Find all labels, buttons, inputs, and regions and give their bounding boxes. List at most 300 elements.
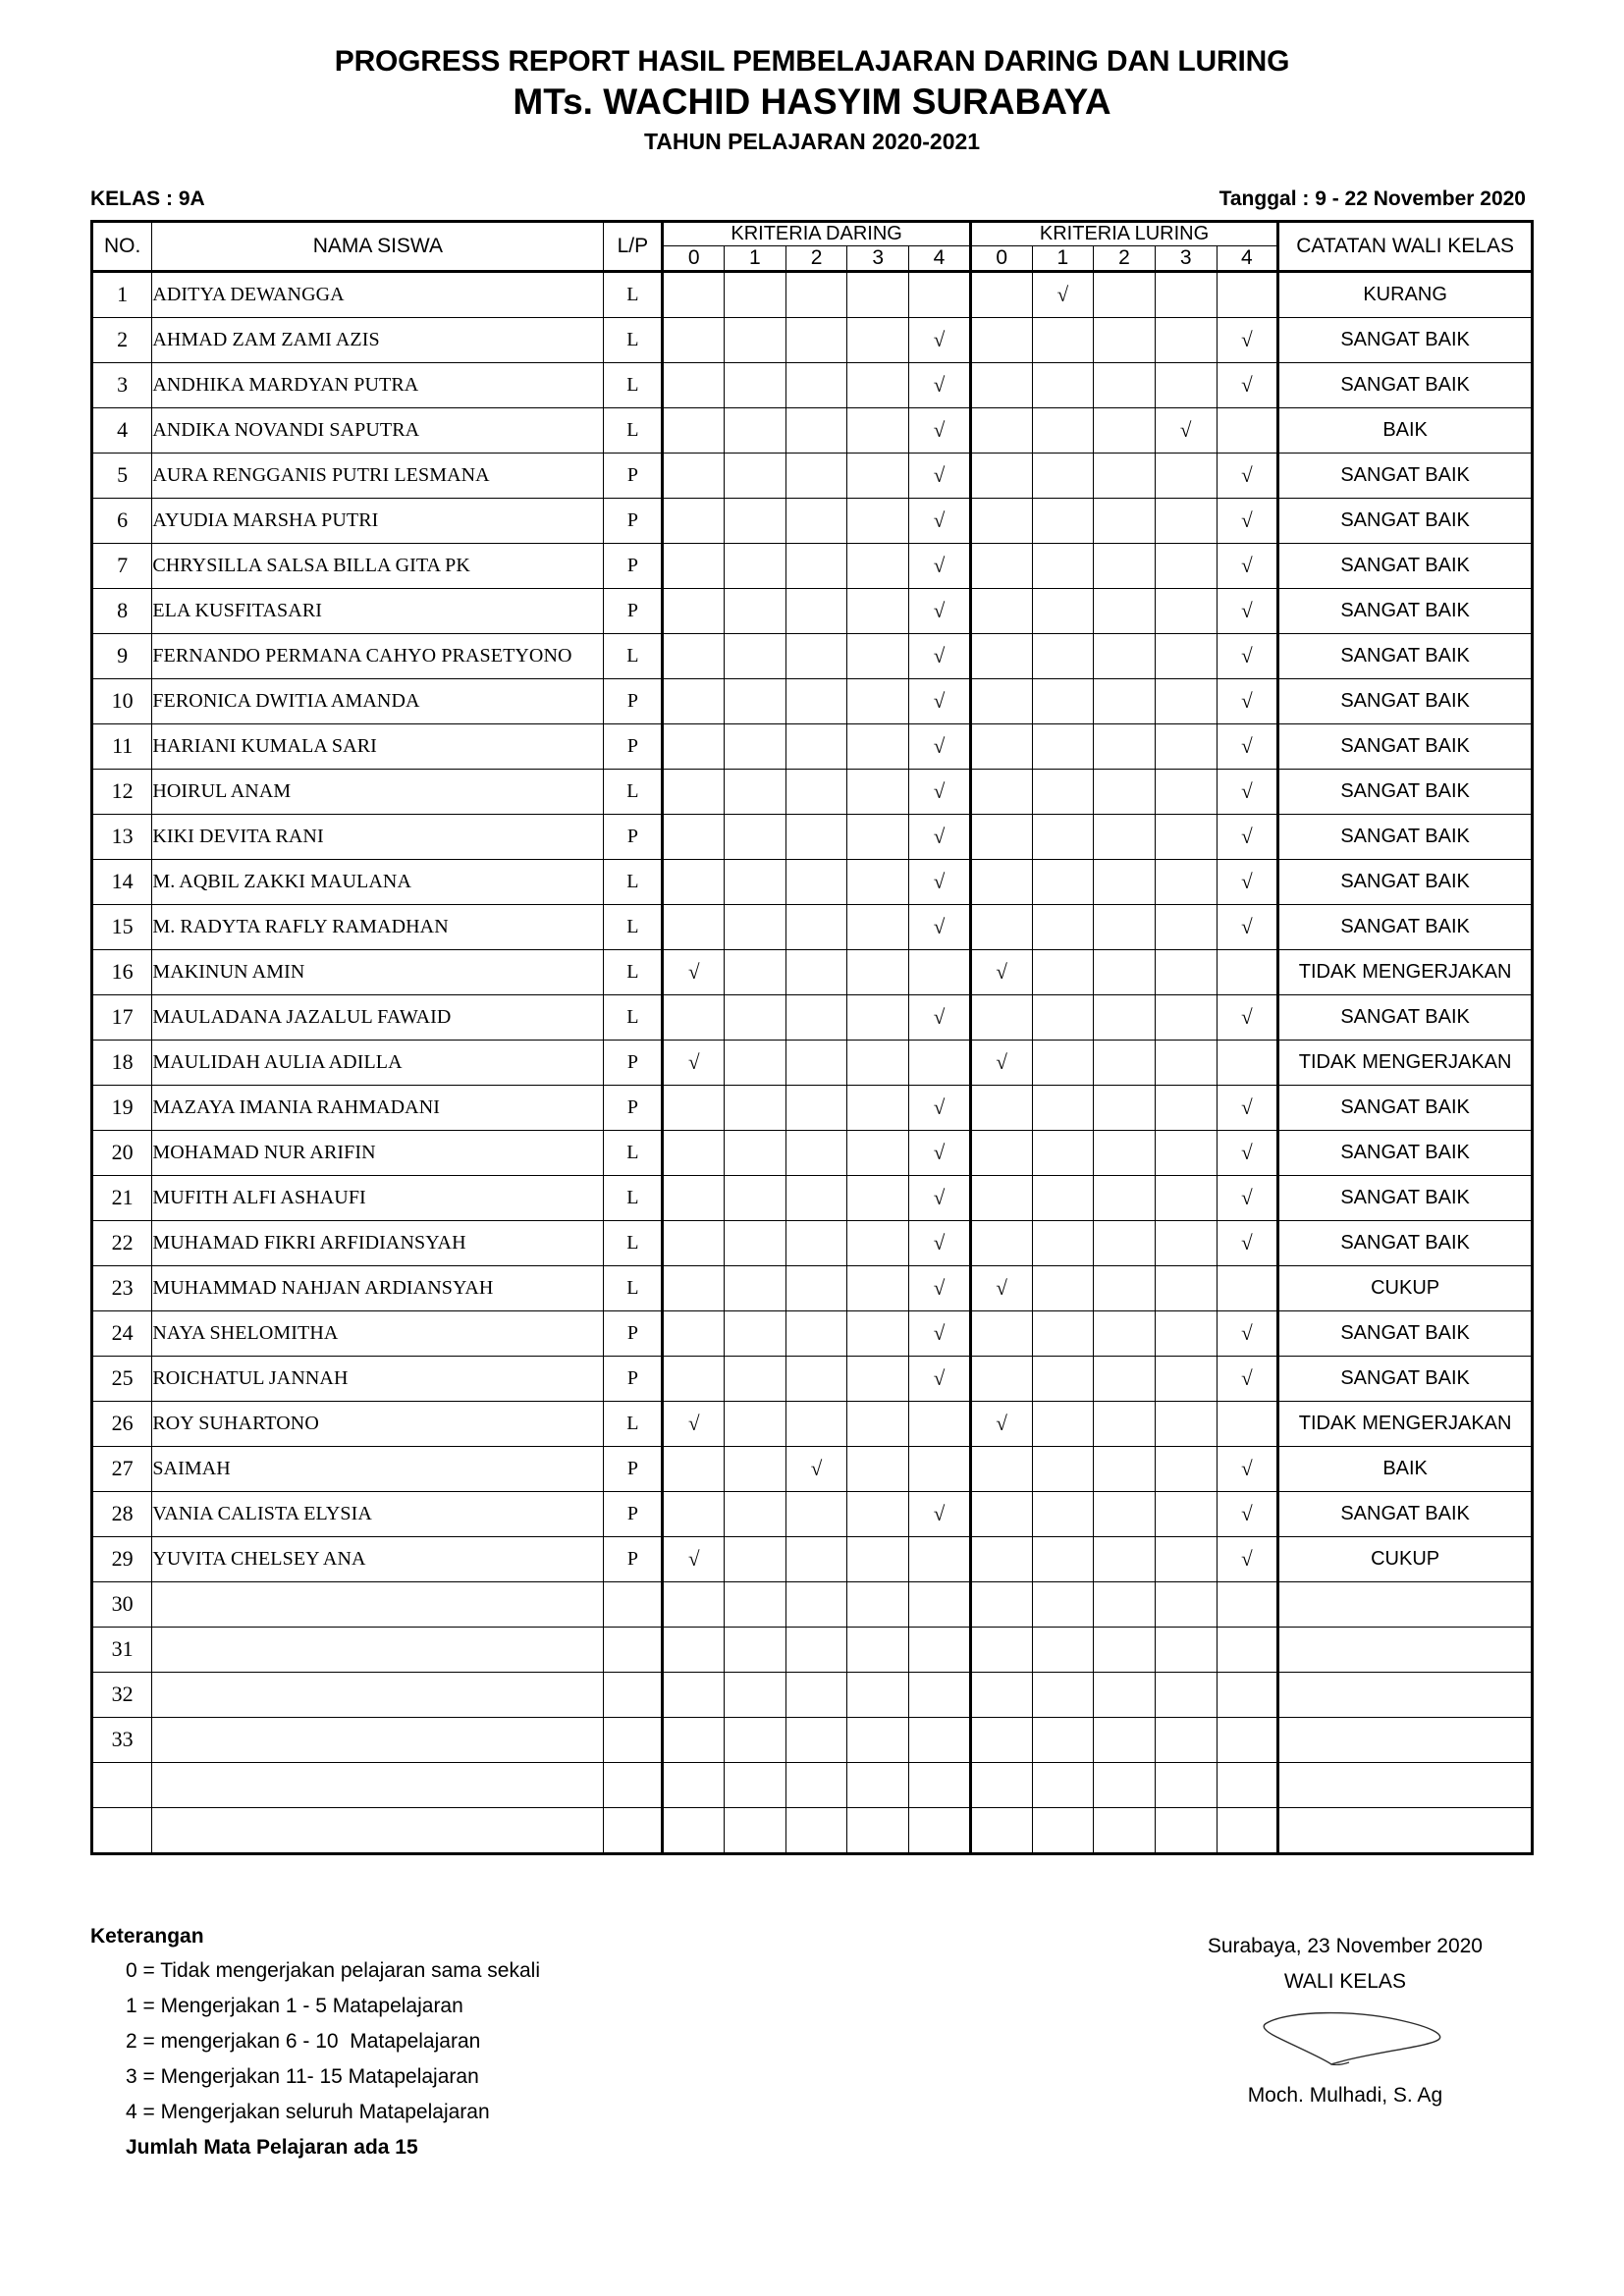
cell-daring-1[interactable] — [725, 588, 786, 633]
cell-daring-0[interactable] — [663, 1175, 725, 1220]
cell-daring-0[interactable] — [663, 453, 725, 498]
cell-luring-3[interactable] — [1155, 1807, 1217, 1853]
cell-luring-3[interactable] — [1155, 678, 1217, 723]
cell-daring-3[interactable] — [847, 904, 909, 949]
cell-luring-4[interactable]: √ — [1217, 317, 1278, 362]
cell-daring-0[interactable] — [663, 769, 725, 814]
cell-luring-0[interactable] — [970, 1627, 1032, 1672]
table-row[interactable] — [92, 1627, 1533, 1672]
cell-daring-0[interactable] — [663, 994, 725, 1040]
cell-luring-3[interactable] — [1155, 1040, 1217, 1085]
cell-daring-1[interactable] — [725, 1265, 786, 1310]
cell-luring-3[interactable] — [1155, 362, 1217, 407]
cell-luring-2[interactable] — [1094, 678, 1156, 723]
cell-daring-2[interactable] — [785, 543, 847, 588]
cell-luring-1[interactable] — [1032, 1401, 1094, 1446]
cell-daring-1[interactable] — [725, 543, 786, 588]
cell-luring-0[interactable] — [970, 1175, 1032, 1220]
cell-luring-4[interactable] — [1217, 1265, 1278, 1310]
cell-luring-2[interactable] — [1094, 453, 1156, 498]
cell-luring-2[interactable] — [1094, 1356, 1156, 1401]
cell-luring-4[interactable]: √ — [1217, 678, 1278, 723]
cell-luring-3[interactable] — [1155, 769, 1217, 814]
table-row[interactable] — [92, 814, 1533, 859]
cell-daring-2[interactable] — [785, 271, 847, 317]
cell-luring-4[interactable]: √ — [1217, 1536, 1278, 1581]
cell-luring-4[interactable] — [1217, 1401, 1278, 1446]
table-row[interactable] — [92, 1130, 1533, 1175]
cell-daring-2[interactable] — [785, 317, 847, 362]
cell-daring-4[interactable]: √ — [909, 407, 971, 453]
cell-luring-3[interactable] — [1155, 994, 1217, 1040]
cell-daring-0[interactable] — [663, 1220, 725, 1265]
cell-daring-1[interactable] — [725, 362, 786, 407]
cell-luring-4[interactable] — [1217, 1717, 1278, 1762]
cell-luring-1[interactable] — [1032, 723, 1094, 769]
cell-daring-0[interactable] — [663, 407, 725, 453]
cell-daring-2[interactable] — [785, 498, 847, 543]
cell-luring-4[interactable] — [1217, 1581, 1278, 1627]
cell-luring-2[interactable] — [1094, 1627, 1156, 1672]
cell-luring-0[interactable] — [970, 271, 1032, 317]
cell-luring-4[interactable] — [1217, 407, 1278, 453]
cell-daring-0[interactable] — [663, 588, 725, 633]
cell-daring-0[interactable] — [663, 362, 725, 407]
cell-luring-3[interactable] — [1155, 1401, 1217, 1446]
cell-daring-4[interactable] — [909, 1672, 971, 1717]
table-row[interactable] — [92, 1040, 1533, 1085]
cell-luring-3[interactable] — [1155, 1085, 1217, 1130]
cell-luring-2[interactable] — [1094, 271, 1156, 317]
cell-luring-3[interactable] — [1155, 904, 1217, 949]
cell-luring-3[interactable] — [1155, 498, 1217, 543]
cell-daring-2[interactable] — [785, 904, 847, 949]
cell-luring-0[interactable] — [970, 1491, 1032, 1536]
cell-luring-2[interactable] — [1094, 1401, 1156, 1446]
cell-luring-1[interactable] — [1032, 1672, 1094, 1717]
cell-luring-1[interactable] — [1032, 678, 1094, 723]
cell-luring-4[interactable]: √ — [1217, 994, 1278, 1040]
cell-luring-0[interactable] — [970, 723, 1032, 769]
cell-luring-0[interactable] — [970, 1356, 1032, 1401]
cell-daring-4[interactable]: √ — [909, 588, 971, 633]
cell-luring-4[interactable] — [1217, 1807, 1278, 1853]
cell-luring-0[interactable] — [970, 994, 1032, 1040]
cell-luring-3[interactable] — [1155, 859, 1217, 904]
cell-daring-1[interactable] — [725, 1807, 786, 1853]
cell-luring-0[interactable] — [970, 633, 1032, 678]
cell-daring-2[interactable] — [785, 1401, 847, 1446]
cell-daring-2[interactable] — [785, 949, 847, 994]
cell-daring-4[interactable]: √ — [909, 678, 971, 723]
cell-daring-2[interactable] — [785, 1581, 847, 1627]
cell-luring-0[interactable] — [970, 407, 1032, 453]
cell-daring-3[interactable] — [847, 453, 909, 498]
cell-daring-2[interactable] — [785, 859, 847, 904]
cell-daring-3[interactable] — [847, 1175, 909, 1220]
table-row[interactable] — [92, 1310, 1533, 1356]
cell-daring-3[interactable] — [847, 588, 909, 633]
table-row[interactable] — [92, 453, 1533, 498]
cell-daring-2[interactable] — [785, 1717, 847, 1762]
cell-daring-3[interactable] — [847, 1491, 909, 1536]
cell-luring-1[interactable] — [1032, 1536, 1094, 1581]
cell-daring-0[interactable] — [663, 678, 725, 723]
cell-daring-2[interactable] — [785, 633, 847, 678]
cell-daring-4[interactable]: √ — [909, 633, 971, 678]
cell-daring-3[interactable] — [847, 678, 909, 723]
cell-daring-4[interactable]: √ — [909, 543, 971, 588]
cell-daring-1[interactable] — [725, 317, 786, 362]
cell-daring-3[interactable] — [847, 994, 909, 1040]
cell-luring-0[interactable] — [970, 859, 1032, 904]
cell-luring-0[interactable] — [970, 1762, 1032, 1807]
cell-daring-1[interactable] — [725, 1717, 786, 1762]
cell-luring-0[interactable] — [970, 1220, 1032, 1265]
cell-daring-0[interactable] — [663, 1627, 725, 1672]
cell-luring-1[interactable] — [1032, 317, 1094, 362]
cell-daring-1[interactable] — [725, 1446, 786, 1491]
cell-daring-3[interactable] — [847, 1310, 909, 1356]
cell-daring-4[interactable]: √ — [909, 317, 971, 362]
cell-daring-1[interactable] — [725, 1491, 786, 1536]
table-row[interactable] — [92, 317, 1533, 362]
cell-luring-2[interactable] — [1094, 994, 1156, 1040]
cell-luring-2[interactable] — [1094, 1491, 1156, 1536]
cell-luring-3[interactable] — [1155, 633, 1217, 678]
cell-luring-2[interactable] — [1094, 814, 1156, 859]
cell-daring-1[interactable] — [725, 498, 786, 543]
table-row[interactable] — [92, 1265, 1533, 1310]
cell-luring-1[interactable] — [1032, 588, 1094, 633]
cell-luring-1[interactable] — [1032, 1130, 1094, 1175]
cell-luring-0[interactable] — [970, 453, 1032, 498]
cell-luring-1[interactable] — [1032, 1356, 1094, 1401]
cell-daring-2[interactable] — [785, 1175, 847, 1220]
cell-luring-0[interactable] — [970, 1581, 1032, 1627]
cell-luring-4[interactable]: √ — [1217, 362, 1278, 407]
cell-luring-3[interactable] — [1155, 949, 1217, 994]
cell-luring-4[interactable]: √ — [1217, 1310, 1278, 1356]
cell-luring-3[interactable] — [1155, 1130, 1217, 1175]
cell-luring-4[interactable]: √ — [1217, 498, 1278, 543]
cell-daring-3[interactable] — [847, 1040, 909, 1085]
cell-daring-1[interactable] — [725, 1762, 786, 1807]
cell-luring-2[interactable] — [1094, 949, 1156, 994]
cell-luring-2[interactable] — [1094, 1536, 1156, 1581]
cell-luring-1[interactable] — [1032, 1581, 1094, 1627]
cell-daring-1[interactable] — [725, 1627, 786, 1672]
cell-daring-0[interactable] — [663, 723, 725, 769]
cell-luring-4[interactable]: √ — [1217, 1175, 1278, 1220]
cell-luring-1[interactable] — [1032, 1717, 1094, 1762]
cell-daring-1[interactable] — [725, 1672, 786, 1717]
cell-luring-4[interactable] — [1217, 949, 1278, 994]
cell-daring-4[interactable]: √ — [909, 1310, 971, 1356]
cell-luring-3[interactable] — [1155, 1581, 1217, 1627]
cell-luring-0[interactable]: √ — [970, 1401, 1032, 1446]
cell-daring-3[interactable] — [847, 1401, 909, 1446]
cell-daring-0[interactable] — [663, 1085, 725, 1130]
cell-luring-2[interactable] — [1094, 1175, 1156, 1220]
cell-daring-2[interactable] — [785, 1220, 847, 1265]
cell-daring-0[interactable]: √ — [663, 1040, 725, 1085]
cell-daring-0[interactable] — [663, 1265, 725, 1310]
cell-luring-3[interactable] — [1155, 453, 1217, 498]
cell-luring-0[interactable] — [970, 588, 1032, 633]
cell-luring-3[interactable] — [1155, 1672, 1217, 1717]
cell-daring-3[interactable] — [847, 1581, 909, 1627]
cell-daring-3[interactable] — [847, 407, 909, 453]
cell-daring-3[interactable] — [847, 723, 909, 769]
cell-luring-0[interactable] — [970, 1536, 1032, 1581]
cell-daring-4[interactable]: √ — [909, 1175, 971, 1220]
cell-luring-0[interactable] — [970, 543, 1032, 588]
cell-daring-0[interactable] — [663, 1717, 725, 1762]
cell-luring-2[interactable] — [1094, 769, 1156, 814]
cell-luring-3[interactable] — [1155, 1175, 1217, 1220]
cell-daring-4[interactable]: √ — [909, 1085, 971, 1130]
cell-luring-3[interactable] — [1155, 723, 1217, 769]
cell-daring-0[interactable] — [663, 633, 725, 678]
cell-luring-2[interactable] — [1094, 1672, 1156, 1717]
table-row[interactable] — [92, 1762, 1533, 1807]
cell-daring-3[interactable] — [847, 1446, 909, 1491]
cell-luring-4[interactable]: √ — [1217, 814, 1278, 859]
cell-luring-1[interactable] — [1032, 1040, 1094, 1085]
cell-luring-2[interactable] — [1094, 1310, 1156, 1356]
cell-daring-0[interactable] — [663, 904, 725, 949]
cell-daring-3[interactable] — [847, 1085, 909, 1130]
table-row[interactable] — [92, 1807, 1533, 1853]
cell-daring-4[interactable]: √ — [909, 859, 971, 904]
cell-daring-4[interactable] — [909, 1446, 971, 1491]
cell-daring-3[interactable] — [847, 1265, 909, 1310]
cell-luring-1[interactable] — [1032, 814, 1094, 859]
table-row[interactable] — [92, 859, 1533, 904]
cell-luring-0[interactable] — [970, 769, 1032, 814]
table-row[interactable] — [92, 633, 1533, 678]
cell-luring-2[interactable] — [1094, 317, 1156, 362]
cell-daring-4[interactable] — [909, 1807, 971, 1853]
cell-luring-0[interactable] — [970, 814, 1032, 859]
cell-daring-3[interactable] — [847, 543, 909, 588]
cell-daring-1[interactable] — [725, 1536, 786, 1581]
cell-daring-3[interactable] — [847, 1130, 909, 1175]
cell-luring-2[interactable] — [1094, 723, 1156, 769]
cell-luring-3[interactable] — [1155, 1310, 1217, 1356]
cell-daring-4[interactable]: √ — [909, 1491, 971, 1536]
cell-daring-3[interactable] — [847, 769, 909, 814]
cell-daring-2[interactable] — [785, 1130, 847, 1175]
table-row[interactable] — [92, 904, 1533, 949]
table-row[interactable] — [92, 1717, 1533, 1762]
cell-luring-4[interactable]: √ — [1217, 453, 1278, 498]
cell-luring-0[interactable] — [970, 362, 1032, 407]
table-row[interactable] — [92, 949, 1533, 994]
cell-daring-1[interactable] — [725, 633, 786, 678]
cell-daring-3[interactable] — [847, 1356, 909, 1401]
table-row[interactable] — [92, 1581, 1533, 1627]
cell-luring-0[interactable] — [970, 1310, 1032, 1356]
table-row[interactable] — [92, 1175, 1533, 1220]
cell-daring-2[interactable] — [785, 1536, 847, 1581]
cell-daring-0[interactable] — [663, 271, 725, 317]
cell-daring-0[interactable] — [663, 1672, 725, 1717]
cell-daring-1[interactable] — [725, 1175, 786, 1220]
cell-luring-1[interactable] — [1032, 498, 1094, 543]
cell-daring-1[interactable] — [725, 994, 786, 1040]
cell-daring-0[interactable] — [663, 1130, 725, 1175]
cell-luring-3[interactable] — [1155, 1446, 1217, 1491]
cell-daring-0[interactable] — [663, 1491, 725, 1536]
cell-daring-4[interactable]: √ — [909, 1265, 971, 1310]
cell-luring-2[interactable] — [1094, 1446, 1156, 1491]
cell-daring-0[interactable] — [663, 1446, 725, 1491]
cell-luring-0[interactable] — [970, 317, 1032, 362]
cell-daring-4[interactable] — [909, 1040, 971, 1085]
cell-luring-1[interactable] — [1032, 1627, 1094, 1672]
cell-daring-3[interactable] — [847, 859, 909, 904]
cell-daring-4[interactable]: √ — [909, 1220, 971, 1265]
cell-luring-0[interactable] — [970, 1130, 1032, 1175]
cell-luring-2[interactable] — [1094, 588, 1156, 633]
cell-luring-2[interactable] — [1094, 633, 1156, 678]
cell-luring-2[interactable] — [1094, 362, 1156, 407]
table-row[interactable] — [92, 769, 1533, 814]
cell-luring-4[interactable]: √ — [1217, 1220, 1278, 1265]
table-row[interactable] — [92, 498, 1533, 543]
cell-daring-4[interactable] — [909, 949, 971, 994]
cell-luring-0[interactable]: √ — [970, 1040, 1032, 1085]
cell-daring-1[interactable] — [725, 453, 786, 498]
table-row[interactable] — [92, 723, 1533, 769]
cell-luring-1[interactable] — [1032, 1762, 1094, 1807]
cell-luring-4[interactable]: √ — [1217, 769, 1278, 814]
cell-luring-4[interactable]: √ — [1217, 588, 1278, 633]
cell-daring-2[interactable] — [785, 1040, 847, 1085]
cell-luring-1[interactable] — [1032, 904, 1094, 949]
cell-luring-4[interactable] — [1217, 1672, 1278, 1717]
cell-daring-4[interactable]: √ — [909, 769, 971, 814]
table-row[interactable] — [92, 1536, 1533, 1581]
cell-luring-1[interactable] — [1032, 362, 1094, 407]
cell-daring-3[interactable] — [847, 949, 909, 994]
cell-luring-1[interactable] — [1032, 1446, 1094, 1491]
cell-luring-3[interactable] — [1155, 1762, 1217, 1807]
cell-luring-0[interactable] — [970, 1717, 1032, 1762]
table-row[interactable] — [92, 407, 1533, 453]
cell-luring-0[interactable] — [970, 498, 1032, 543]
cell-daring-2[interactable] — [785, 994, 847, 1040]
cell-daring-4[interactable]: √ — [909, 362, 971, 407]
cell-daring-3[interactable] — [847, 271, 909, 317]
cell-daring-4[interactable] — [909, 271, 971, 317]
cell-daring-2[interactable] — [785, 362, 847, 407]
cell-daring-0[interactable]: √ — [663, 949, 725, 994]
cell-daring-1[interactable] — [725, 723, 786, 769]
cell-daring-3[interactable] — [847, 814, 909, 859]
cell-daring-3[interactable] — [847, 1220, 909, 1265]
cell-luring-4[interactable] — [1217, 271, 1278, 317]
cell-luring-4[interactable]: √ — [1217, 1085, 1278, 1130]
cell-luring-0[interactable]: √ — [970, 949, 1032, 994]
cell-luring-1[interactable] — [1032, 859, 1094, 904]
cell-daring-0[interactable] — [663, 543, 725, 588]
table-row[interactable] — [92, 994, 1533, 1040]
cell-daring-1[interactable] — [725, 1130, 786, 1175]
cell-luring-4[interactable]: √ — [1217, 904, 1278, 949]
cell-daring-1[interactable] — [725, 1040, 786, 1085]
cell-luring-1[interactable] — [1032, 1491, 1094, 1536]
cell-luring-3[interactable] — [1155, 1356, 1217, 1401]
cell-luring-0[interactable] — [970, 904, 1032, 949]
cell-daring-1[interactable] — [725, 904, 786, 949]
cell-daring-3[interactable] — [847, 498, 909, 543]
cell-luring-2[interactable] — [1094, 407, 1156, 453]
cell-daring-1[interactable] — [725, 949, 786, 994]
cell-luring-1[interactable] — [1032, 543, 1094, 588]
table-row[interactable] — [92, 1446, 1533, 1491]
cell-luring-4[interactable]: √ — [1217, 1491, 1278, 1536]
cell-luring-4[interactable]: √ — [1217, 1446, 1278, 1491]
cell-luring-2[interactable] — [1094, 1040, 1156, 1085]
cell-daring-2[interactable] — [785, 1265, 847, 1310]
cell-luring-0[interactable] — [970, 1446, 1032, 1491]
cell-luring-1[interactable]: √ — [1032, 271, 1094, 317]
cell-daring-4[interactable]: √ — [909, 1130, 971, 1175]
cell-luring-3[interactable] — [1155, 1627, 1217, 1672]
cell-daring-1[interactable] — [725, 1085, 786, 1130]
cell-luring-3[interactable] — [1155, 271, 1217, 317]
cell-luring-2[interactable] — [1094, 1085, 1156, 1130]
cell-luring-1[interactable] — [1032, 1175, 1094, 1220]
cell-luring-2[interactable] — [1094, 1581, 1156, 1627]
cell-luring-0[interactable]: √ — [970, 1265, 1032, 1310]
cell-daring-3[interactable] — [847, 1536, 909, 1581]
cell-daring-1[interactable] — [725, 814, 786, 859]
cell-daring-1[interactable] — [725, 859, 786, 904]
cell-daring-3[interactable] — [847, 1627, 909, 1672]
table-row[interactable] — [92, 271, 1533, 317]
cell-daring-0[interactable] — [663, 317, 725, 362]
cell-luring-2[interactable] — [1094, 1807, 1156, 1853]
cell-daring-0[interactable]: √ — [663, 1536, 725, 1581]
cell-daring-1[interactable] — [725, 1401, 786, 1446]
cell-luring-4[interactable]: √ — [1217, 723, 1278, 769]
cell-daring-2[interactable] — [785, 1310, 847, 1356]
table-row[interactable] — [92, 1220, 1533, 1265]
cell-daring-2[interactable] — [785, 769, 847, 814]
cell-daring-4[interactable]: √ — [909, 723, 971, 769]
cell-luring-1[interactable] — [1032, 633, 1094, 678]
table-row[interactable] — [92, 543, 1533, 588]
cell-daring-1[interactable] — [725, 407, 786, 453]
cell-daring-2[interactable] — [785, 407, 847, 453]
cell-daring-3[interactable] — [847, 1672, 909, 1717]
cell-luring-2[interactable] — [1094, 1762, 1156, 1807]
cell-daring-2[interactable] — [785, 1491, 847, 1536]
cell-luring-0[interactable] — [970, 1807, 1032, 1853]
cell-daring-4[interactable]: √ — [909, 453, 971, 498]
cell-daring-1[interactable] — [725, 271, 786, 317]
cell-luring-4[interactable]: √ — [1217, 543, 1278, 588]
cell-daring-2[interactable] — [785, 588, 847, 633]
cell-luring-4[interactable] — [1217, 1762, 1278, 1807]
cell-luring-1[interactable] — [1032, 1807, 1094, 1853]
cell-daring-1[interactable] — [725, 769, 786, 814]
cell-daring-2[interactable] — [785, 678, 847, 723]
